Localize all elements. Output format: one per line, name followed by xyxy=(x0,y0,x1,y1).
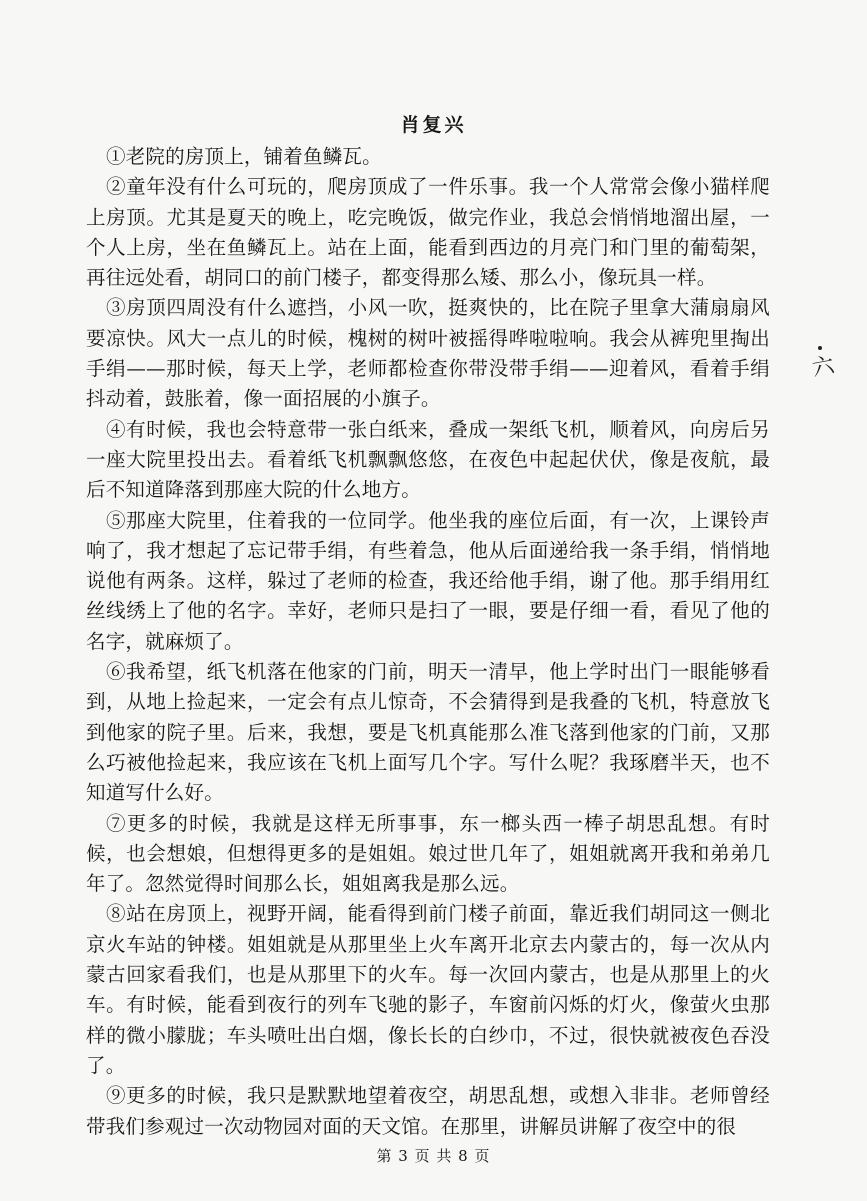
paragraph-2: ②童年没有什么可玩的，爬房顶成了一件乐事。我一个人常常会像小猫样爬上房顶。尤其是夏天的晚上，吃完晚饭，做完作业，我总会悄悄地溜出屋，一个人上房，坐在鱼鳞瓦上。站在上面，能看到西边的月亮门和门里的葡萄架，再往远处看，胡同口的前门楼子，都变得那么矮、那么小，像玩具一样。 xyxy=(86,175,770,290)
author-name: 肖复兴 xyxy=(400,114,467,136)
margin-annotation: 六 xyxy=(810,353,837,382)
paragraph-1: ①老院的房顶上，铺着鱼鳞瓦。 xyxy=(106,145,382,168)
paragraph-7: ⑦更多的时候，我就是这样无所事事，东一榔头西一棒子胡思乱想。有时候，也会想娘，但想得更多的是姐姐。娘过世几年了，姐姐就离开我和弟弟几年了。忽然觉得时间那么长，姐姐离我是那么远。 xyxy=(86,811,770,896)
page-footer: 第 3 页 共 8 页 xyxy=(376,1147,491,1165)
paragraph-9: ⑨更多的时候，我只是默默地望着夜空，胡思乱想，或想入非非。老师曾经带我们参观过一次动物园对面的天文馆。在那里，讲解员讲解了夜空中的很 xyxy=(86,1084,770,1138)
paragraph-4: ④有时候，我也会特意带一张白纸来，叠成一架纸飞机，顺着风，向房后另一座大院里投出去。看着纸飞机飘飘悠悠，在夜色中起起伏伏，像是夜航，最后不知道降落到那座大院的什么地方。 xyxy=(86,417,770,502)
paragraph-6: ⑥我希望，纸飞机落在他家的门前，明天一清早，他上学时出门一眼能够看到，从地上捡起来，一定会有点儿惊奇，不会猜得到是我叠的飞机，特意放飞到他家的院子里。后来，我想，要是飞机真能那么准飞落到他家的门前，又那么巧被他捡起来，我应该在飞机上面写几个字。写什么呢？我琢磨半天，也不知道写什么好。 xyxy=(86,660,770,805)
paragraph-8: ⑧站在房顶上，视野开阔，能看得到前门楼子前面，靠近我们胡同这一侧北京火车站的钟楼。姐姐就是从那里坐上火车离开北京去内蒙古的，每一次从内蒙古回家看我们，也是从那里下的火车。每一次回内蒙古，也是从那里上的火车。有时候，能看到夜行的列车飞驰的影子，车窗前闪烁的灯火，像萤火虫那样的微小朦胧；车头喷吐出白烟，像长长的白纱巾，不过，很快就被夜色吞没了。 xyxy=(86,902,770,1077)
article-body xyxy=(86,142,770,1142)
paragraph-5: ⑤那座大院里，住着我的一位同学。他坐我的座位后面，有一次，上课铃声响了，我才想起了忘记带手绢，有些着急，他从后面递给我一条手绢，悄悄地说他有两条。这样，躲过了老师的检查，我还给他手绢，谢了他。那手绢用红丝线绣上了他的名字。幸好，老师只是扫了一眼，要是仔细一看，看见了他的名字，就麻烦了。 xyxy=(86,508,770,653)
paragraph-3: ③房顶四周没有什么遮挡，小风一吹，挺爽快的，比在院子里拿大蒲扇扇风要凉快。风大一点儿的时候，槐树的树叶被摇得哗啦啦响。我会从裤兜里掏出手绢——那时候，每天上学，老师都检查你带没带手绢——迎着风，看着手绢抖动着，鼓胀着，像一面招展的小旗子。 xyxy=(86,296,770,411)
